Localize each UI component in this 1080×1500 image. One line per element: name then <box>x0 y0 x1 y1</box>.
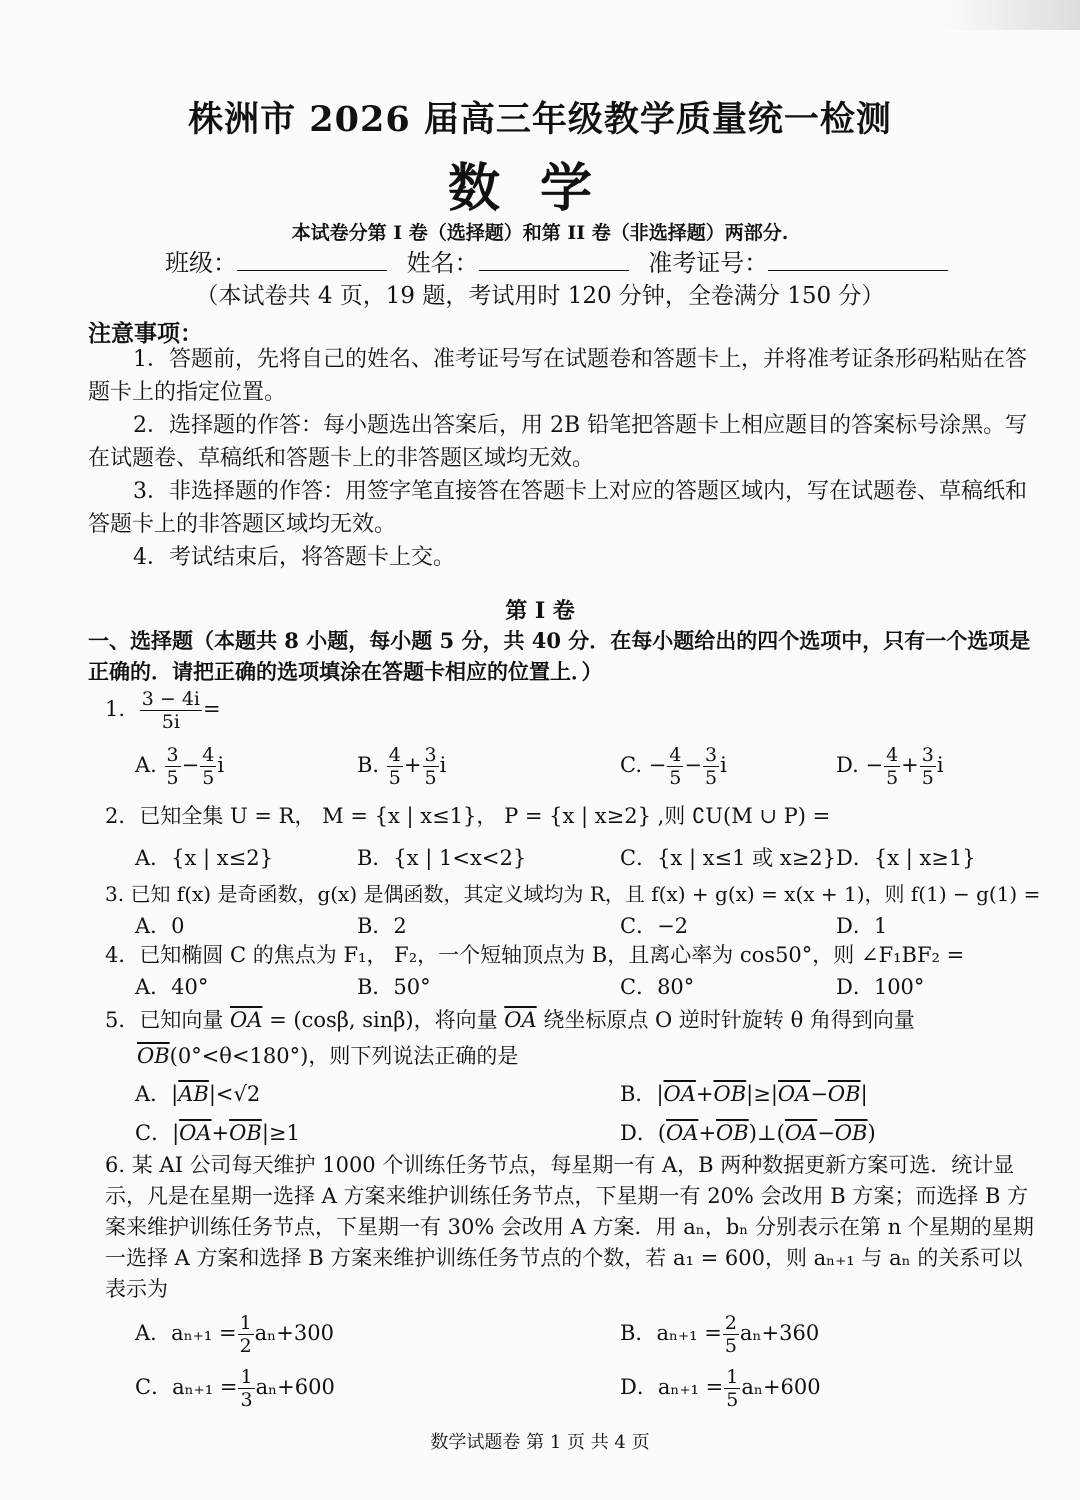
operator: + <box>901 753 919 777</box>
option-label: B. <box>357 753 380 777</box>
fraction-denominator: 5 <box>724 1335 737 1357</box>
vector-oa: $\overline{OA}$ <box>504 1008 537 1032</box>
fraction-numerator: 1 <box>726 1366 739 1388</box>
option-label: B． <box>620 1321 657 1345</box>
q4-option-d: D．100° <box>836 975 925 999</box>
operator: − <box>865 753 884 777</box>
abs-bar: | <box>171 1082 179 1106</box>
option-label: B． <box>620 1082 657 1106</box>
option-tail: | <box>860 1082 868 1106</box>
option-tail: +600 <box>277 1375 335 1399</box>
operator: − <box>181 753 200 777</box>
vector-oa: $\overline{OA}$ <box>230 1008 263 1032</box>
option-label: D． <box>620 1121 658 1145</box>
option-label: D. <box>836 753 859 777</box>
fraction-numerator: 3 <box>166 744 179 766</box>
fraction-denominator: 5 <box>921 767 934 789</box>
fraction-denominator: 5 <box>726 1389 739 1411</box>
option-tail: +300 <box>276 1321 334 1345</box>
fraction-numerator: 3 − 4i <box>141 688 200 710</box>
q6-option-a <box>135 1312 334 1357</box>
fraction-numerator: 1 <box>239 1312 252 1334</box>
stem-text: = (cosβ, sinβ)，将向量 <box>262 1008 505 1032</box>
imag-unit: i <box>720 753 727 777</box>
term: aₙ <box>254 1321 277 1345</box>
q5-option-a <box>135 1078 260 1108</box>
notice-text: 2．选择题的作答：每小题选出答案后，用 2B 铅笔把答题卡上相应题目的答案标号涂黑。写在试题卷、草稿纸和答题卡上的非答题区域均无效。 <box>88 413 1028 471</box>
q5-option-c <box>135 1117 300 1147</box>
fraction-numerator: 3 <box>424 744 437 766</box>
q1-option-d <box>836 744 944 789</box>
fraction-denominator: 5 <box>202 767 215 789</box>
q5-option-b <box>620 1078 868 1108</box>
vector-oa: $\overline{OA}$ <box>777 1082 811 1106</box>
q3-option-d: D．1 <box>836 914 888 938</box>
structure-note: 本试卷分第 I 卷（选择题）和第 II 卷（非选择题）两部分. <box>291 222 789 244</box>
stem-text: 某 AI 公司每天维护 1000 个训练任务节点，每星期一有 A，B 两种数据更新方案可选．统计显示，凡是在星期一选择 A 方案来维护训练任务节点，下星期一有 20% 会改用 B 方案；而选择 B 方案来维护训练任务节点，下星期一有 30% 会改用 A 方案．用 aₙ，bₙ 分别表示在第 n 个星期的星期一选择 A 方案和选择 B 方案来维护训练任务节点的个数，若 a₁ = 600，则 aₙ₊₁ 与 aₙ 的关系可以表示为 <box>105 1153 1034 1301</box>
page-footer: 数学试题卷 第 1 页 共 4 页 <box>430 1432 650 1453</box>
subject-title: 数学 <box>447 158 632 219</box>
q2-option-b: B．{x | 1<x<2} <box>357 846 527 870</box>
q1-option-b <box>357 744 446 789</box>
lhs: aₙ₊₁ = <box>657 1375 724 1399</box>
vector-oa: $\overline{OA}$ <box>179 1121 212 1145</box>
question-2-stem: 2．已知全集 U = R， M = {x | x≤1}， P = {x | x≥2} ,则 ∁U(M ∪ P) = <box>105 804 831 828</box>
section-title: 第 I 卷 <box>505 598 575 624</box>
fraction-numerator: 4 <box>202 744 215 766</box>
notice-text: 4．考试结束后，将答题卡上交。 <box>133 545 455 570</box>
lhs: aₙ₊₁ = <box>172 1375 238 1399</box>
fraction-numerator: 3 <box>921 744 934 766</box>
q1-option-a <box>135 744 224 789</box>
fraction-denominator: 5 <box>166 767 179 789</box>
q6-option-b <box>620 1312 819 1357</box>
vector-ob: $\overline{OB}$ <box>713 1082 747 1106</box>
operator: − <box>817 1121 835 1145</box>
fraction-numerator: 4 <box>669 744 682 766</box>
paren: ( <box>657 1121 667 1145</box>
q4-option-a: A．40° <box>135 975 209 999</box>
question-4-stem: 4．已知椭圆 C 的焦点为 F₁， F₂，一个短轴顶点为 B，且离心率为 cos50°，则 ∠F₁BF₂ = <box>105 943 965 967</box>
vector-oa: $\overline{OA}$ <box>784 1121 818 1145</box>
operator: + <box>695 1082 714 1106</box>
question-number: 6. <box>105 1153 126 1177</box>
fraction-numerator: 4 <box>388 744 401 766</box>
fraction-denominator: 5 <box>388 767 401 789</box>
fraction-numerator: 1 <box>240 1366 253 1388</box>
question-1 <box>105 688 221 733</box>
q5-option-d <box>620 1117 876 1147</box>
part-intro: 一、选择题（本题共 8 小题，每小题 5 分，共 40 分．在每小题给出的四个选项中，只有一个选项是正确的．请把正确的选项填涂在答题卡相应的位置上．） <box>88 628 1031 684</box>
term: aₙ <box>741 1375 763 1399</box>
q2-option-d: D．{x | x≥1} <box>836 846 976 870</box>
notice-item-1 <box>88 343 1028 409</box>
notice-item-3 <box>88 475 1028 541</box>
operator: )⊥( <box>748 1121 785 1145</box>
option-tail: +360 <box>761 1321 820 1345</box>
id-label: 准考证号： <box>648 249 769 277</box>
vector-oa: $\overline{OA}$ <box>666 1121 699 1145</box>
vector-ob: $\overline{OB}$ <box>716 1121 749 1145</box>
question-number: 1. <box>105 697 126 721</box>
class-label: 班级： <box>165 249 237 277</box>
option-label: D． <box>620 1375 658 1399</box>
equals-sign: = <box>203 697 221 721</box>
abs-bar: | <box>656 1082 664 1106</box>
imag-unit: i <box>217 753 225 777</box>
q4-option-c: C．80° <box>620 975 695 999</box>
q4-option-b: B．50° <box>357 975 431 999</box>
imag-unit: i <box>439 753 447 777</box>
stem-text: (0°<θ<180°)，则下列说法正确的是 <box>169 1044 519 1068</box>
operator: |≥| <box>746 1082 778 1106</box>
q6-option-d <box>620 1366 821 1411</box>
q2-option-a: A．{x | x≤2} <box>135 846 273 870</box>
notice-heading: 注意事项： <box>88 320 203 347</box>
class-blank <box>237 250 387 271</box>
operator: − <box>810 1082 828 1106</box>
name-label: 姓名： <box>406 249 479 277</box>
term: aₙ <box>255 1375 278 1399</box>
page-edge-shadow <box>940 0 1080 30</box>
operator: + <box>698 1121 717 1145</box>
stem-text: 绕坐标原点 O 逆时针旋转 θ 角得到向量 <box>536 1008 915 1032</box>
q1-option-c <box>620 744 727 789</box>
vector-ob: $\overline{OB}$ <box>834 1121 868 1145</box>
option-label: A． <box>135 1082 172 1106</box>
paren: ) <box>867 1121 876 1145</box>
vector-ob: $\overline{OB}$ <box>827 1082 861 1106</box>
lhs: aₙ₊₁ = <box>171 1321 237 1345</box>
vector-oa: $\overline{OA}$ <box>663 1082 696 1106</box>
imag-unit: i <box>936 753 944 777</box>
fraction-denominator: 5 <box>705 767 718 789</box>
option-label: C． <box>135 1375 173 1399</box>
fraction-denominator: 5 <box>669 767 682 789</box>
fraction-denominator: 2 <box>239 1335 252 1357</box>
option-label: A. <box>135 753 157 777</box>
name-blank <box>479 250 629 271</box>
fraction-denominator: 3 <box>240 1389 253 1411</box>
notice-text: 1．答题前，先将自己的姓名、准考证号写在试题卷和答题卡上，并将准考证条形码粘贴在答题卡上的指定位置。 <box>88 347 1028 405</box>
q3-option-c: C．−2 <box>620 914 689 938</box>
lhs: aₙ₊₁ = <box>656 1321 722 1345</box>
exam-info: （本试卷共 4 页，19 题，考试用时 120 分钟，全卷满分 150 分） <box>195 283 885 309</box>
vector-ab: $\overline{AB}$ <box>178 1082 209 1106</box>
candidate-info-row <box>165 243 948 278</box>
vector-ob: $\overline{OB}$ <box>137 1044 170 1068</box>
operator: + <box>403 753 422 777</box>
abs-bar: | <box>172 1121 180 1145</box>
q3-option-a: A．0 <box>135 914 185 938</box>
question-6-stem <box>105 1150 1035 1305</box>
fraction-denominator: 5 <box>424 767 437 789</box>
option-label: C. <box>620 753 642 777</box>
vector-ob: $\overline{OB}$ <box>229 1121 262 1145</box>
fraction-numerator: 4 <box>886 744 899 766</box>
operator: + <box>211 1121 230 1145</box>
fraction-numerator: 3 <box>705 744 718 766</box>
operator: − <box>648 753 667 777</box>
notice-item-2 <box>88 409 1028 475</box>
question-5-stem-line1 <box>105 1004 915 1034</box>
q2-option-c: C．{x | x≤1 或 x≥2} <box>620 846 837 870</box>
id-blank <box>768 250 948 271</box>
q6-option-c <box>135 1366 335 1411</box>
fraction-denominator: 5 <box>886 767 899 789</box>
operator: − <box>684 753 702 777</box>
q3-option-b: B．2 <box>357 914 407 938</box>
option-tail: |<√2 <box>208 1082 261 1106</box>
option-tail: |≥1 <box>261 1121 300 1145</box>
notice-item-4 <box>88 541 1028 574</box>
option-label: C． <box>135 1121 173 1145</box>
question-5-stem-line2 <box>137 1040 518 1070</box>
term: aₙ <box>739 1321 762 1345</box>
option-label: A． <box>135 1321 172 1345</box>
notice-text: 3．非选择题的作答：用签字笔直接答在答题卡上对应的答题区域内，写在试题卷、草稿纸和答题卡上的非答题区域均无效。 <box>88 479 1028 537</box>
fraction-denominator: 5i <box>161 711 180 733</box>
question-3-stem: 3. 已知 f(x) 是奇函数，g(x) 是偶函数，其定义域均为 R，且 f(x) + g(x) = x(x + 1)，则 f(1) − g(1) = <box>105 882 1041 906</box>
exam-title: 株洲市 2026 届高三年级教学质量统一检测 <box>188 99 892 140</box>
fraction-numerator: 2 <box>724 1312 737 1334</box>
stem-text: 5．已知向量 <box>105 1008 231 1032</box>
option-tail: +600 <box>762 1375 821 1399</box>
